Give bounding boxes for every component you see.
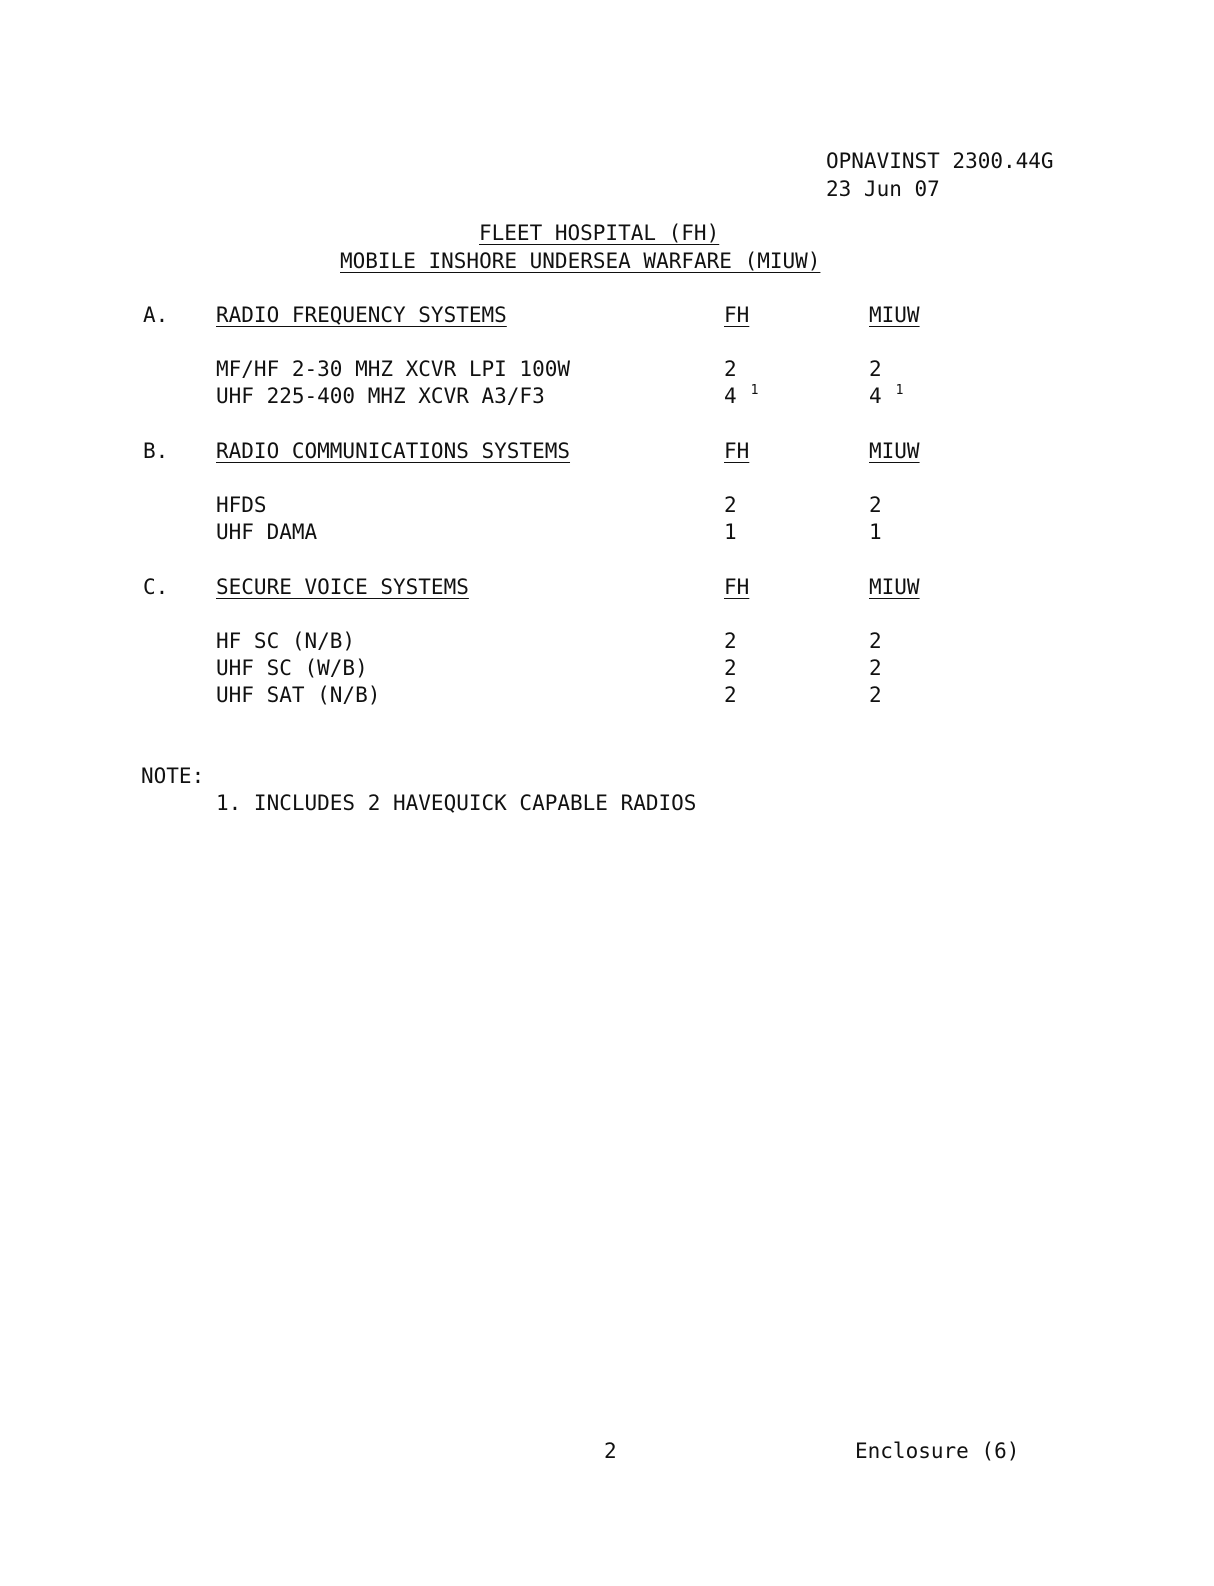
section-c-letter: C.: [143, 575, 169, 599]
table-row-item: UHF DAMA: [216, 520, 318, 544]
title-line-1: FLEET HOSPITAL (FH): [479, 221, 720, 245]
table-row-fh: 2: [724, 493, 737, 517]
section-a-col-fh: FH: [724, 303, 750, 327]
page-number: 2: [604, 1439, 617, 1463]
table-row-miuw: 1: [869, 520, 882, 544]
footnote-marker: 1: [750, 383, 759, 398]
section-a-letter: A.: [143, 303, 169, 327]
footnote-marker: 1: [895, 383, 904, 398]
table-row-fh: 4: [724, 384, 737, 408]
table-row-item: UHF SC (W/B): [216, 656, 368, 680]
table-row-miuw: 4: [869, 384, 882, 408]
section-b-col-miuw: MIUW: [869, 439, 920, 463]
table-row-item: UHF SAT (N/B): [216, 683, 381, 707]
table-row-miuw: 2: [869, 629, 882, 653]
table-row-miuw-cell: [869, 383, 903, 413]
document-date: 23 Jun 07: [826, 177, 940, 201]
note-item: 1. INCLUDES 2 HAVEQUICK CAPABLE RADIOS: [216, 791, 697, 815]
section-c-heading: SECURE VOICE SYSTEMS: [216, 575, 469, 599]
table-row-fh: 2: [724, 683, 737, 707]
table-row-miuw: 2: [869, 493, 882, 517]
section-b-col-fh: FH: [724, 439, 750, 463]
table-row-fh: 2: [724, 656, 737, 680]
section-a-heading: RADIO FREQUENCY SYSTEMS: [216, 303, 507, 327]
enclosure-label: Enclosure (6): [855, 1439, 1020, 1463]
table-row-item: MF/HF 2-30 MHZ XCVR LPI 100W: [216, 357, 571, 381]
table-row-fh: 2: [724, 629, 737, 653]
table-row-fh: 1: [724, 520, 737, 544]
table-row-item: HFDS: [216, 493, 267, 517]
table-row-item: HF SC (N/B): [216, 629, 356, 653]
title-line-2: MOBILE INSHORE UNDERSEA WARFARE (MIUW): [340, 249, 821, 273]
section-c-col-fh: FH: [724, 575, 750, 599]
section-b-letter: B.: [143, 439, 169, 463]
table-row-fh-cell: [724, 383, 758, 413]
table-row-miuw: 2: [869, 683, 882, 707]
table-row-fh: 2: [724, 357, 737, 381]
table-row-item: UHF 225-400 MHZ XCVR A3/F3: [216, 384, 545, 408]
note-label: NOTE:: [141, 764, 205, 788]
table-row-miuw: 2: [869, 357, 882, 381]
table-row-miuw: 2: [869, 656, 882, 680]
section-a-col-miuw: MIUW: [869, 303, 920, 327]
instruction-number: OPNAVINST 2300.44G: [826, 149, 1054, 173]
section-b-heading: RADIO COMMUNICATIONS SYSTEMS: [216, 439, 571, 463]
section-c-col-miuw: MIUW: [869, 575, 920, 599]
